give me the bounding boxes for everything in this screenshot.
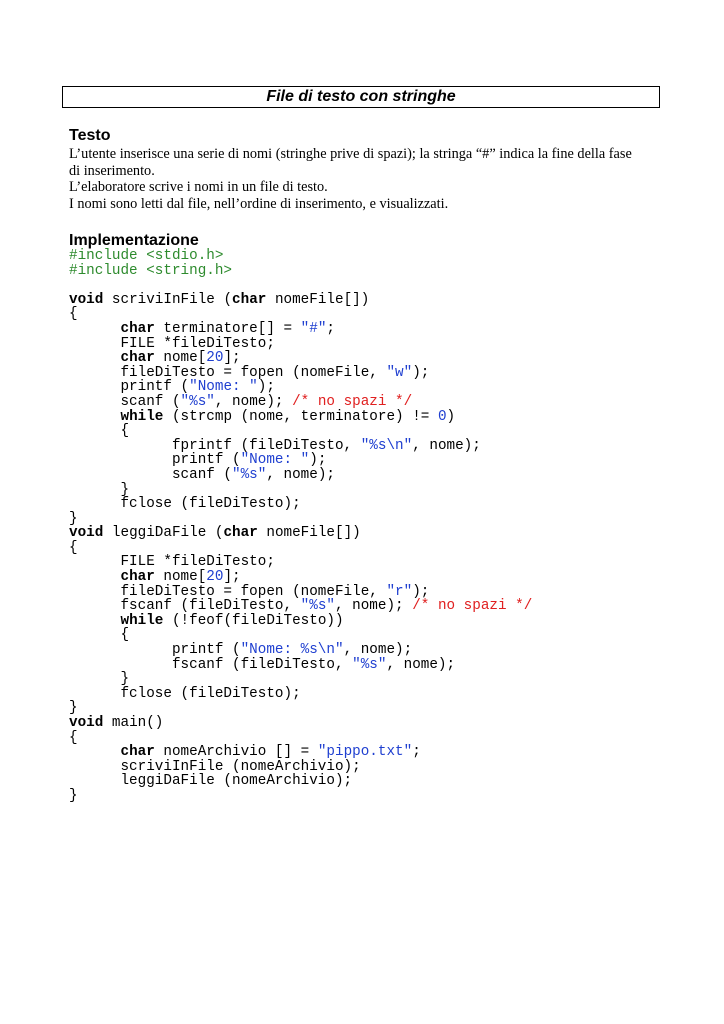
code-token: } bbox=[69, 671, 130, 688]
code-token: { bbox=[69, 306, 78, 323]
code-token: /* no spazi */ bbox=[292, 393, 413, 410]
document-title: File di testo con stringhe bbox=[62, 86, 660, 108]
code-line bbox=[69, 512, 532, 527]
code-token bbox=[69, 409, 120, 425]
code-token: , nome); bbox=[412, 437, 481, 454]
code-token: printf ( bbox=[69, 642, 241, 659]
code-line bbox=[69, 672, 532, 687]
code-token: } bbox=[69, 481, 130, 498]
code-token: char bbox=[223, 525, 258, 542]
code-token: char bbox=[120, 569, 155, 586]
code-line bbox=[69, 322, 532, 337]
code-token: "Nome: " bbox=[240, 452, 310, 469]
code-line bbox=[69, 424, 532, 439]
code-token bbox=[69, 350, 120, 366]
code-token: "Nome: " bbox=[189, 379, 258, 396]
code-line bbox=[69, 497, 532, 512]
code-token: "w" bbox=[386, 364, 413, 381]
code-token: fileDiTesto = fopen (nomeFile, bbox=[69, 364, 387, 381]
code-line bbox=[69, 264, 532, 279]
code-line bbox=[69, 366, 532, 381]
code-token: , nome); bbox=[343, 642, 413, 659]
code-token: (strcmp (nome, terminatore) != bbox=[163, 408, 438, 425]
code-token: char bbox=[120, 744, 155, 761]
code-token: printf ( bbox=[69, 452, 241, 469]
code-token: ); bbox=[412, 364, 430, 381]
code-token: scanf ( bbox=[69, 393, 181, 410]
code-token: fscanf (fileDiTesto, bbox=[69, 656, 353, 673]
code-token: "%s\n" bbox=[360, 437, 413, 454]
code-token: nome[ bbox=[154, 350, 207, 367]
code-token: scriviInFile (nomeArchivio); bbox=[69, 758, 361, 775]
code-token: while bbox=[120, 408, 164, 425]
code-token: nomeArchivio [] = bbox=[154, 744, 318, 761]
code-token: } bbox=[69, 700, 78, 717]
code-line bbox=[69, 380, 532, 395]
code-token: ); bbox=[309, 452, 327, 469]
code-token: "%s" bbox=[352, 656, 387, 673]
description-line: I nomi sono letti dal file, nell’ordine di inserimento, e visualizzati. bbox=[69, 195, 449, 212]
description-line: L’elaboratore scrive i nomi in un file di testo. bbox=[69, 179, 328, 196]
code-line bbox=[69, 585, 532, 600]
code-listing bbox=[69, 249, 532, 804]
code-line bbox=[69, 307, 532, 322]
code-line bbox=[69, 687, 532, 702]
code-token: "%s" bbox=[180, 393, 215, 410]
code-token: { bbox=[69, 729, 78, 746]
code-line bbox=[69, 701, 532, 716]
code-line bbox=[69, 278, 532, 293]
code-token: 0 bbox=[437, 408, 447, 425]
code-token bbox=[69, 744, 120, 760]
code-token: "Nome: %s\n" bbox=[240, 642, 344, 659]
code-line bbox=[69, 439, 532, 454]
code-token: "%s" bbox=[300, 598, 335, 615]
code-line bbox=[69, 541, 532, 556]
code-token: char bbox=[232, 291, 267, 308]
description-line: L’utente inserisce una serie di nomi (stringhe prive di spazi); la stringa “#” indica la fine della fase bbox=[69, 146, 632, 162]
code-line bbox=[69, 468, 532, 483]
code-token: "%s" bbox=[232, 466, 267, 483]
code-token: nomeFile[]) bbox=[257, 525, 361, 542]
code-line bbox=[69, 293, 532, 308]
code-token bbox=[69, 613, 120, 629]
code-line bbox=[69, 599, 532, 614]
code-token: #include <string.h> bbox=[69, 262, 233, 279]
code-token: char bbox=[120, 320, 155, 337]
section-heading-testo: Testo bbox=[69, 127, 111, 144]
code-token: fscanf (fileDiTesto, bbox=[69, 598, 301, 615]
code-token: nome[ bbox=[154, 569, 207, 586]
code-token: fileDiTesto = fopen (nomeFile, bbox=[69, 583, 387, 600]
code-token: void bbox=[69, 291, 104, 308]
code-token: FILE *fileDiTesto; bbox=[69, 554, 275, 571]
code-token: main() bbox=[103, 715, 164, 731]
code-line bbox=[69, 337, 532, 352]
code-line bbox=[69, 658, 532, 673]
code-line bbox=[69, 555, 532, 570]
code-token: , nome); bbox=[266, 466, 335, 483]
code-line bbox=[69, 760, 532, 775]
description-line: di inserimento. bbox=[69, 162, 155, 179]
code-token: "r" bbox=[386, 583, 413, 600]
code-line bbox=[69, 745, 532, 760]
code-token: "pippo.txt" bbox=[317, 744, 413, 761]
code-token: fclose (fileDiTesto); bbox=[69, 496, 301, 513]
code-line bbox=[69, 628, 532, 643]
code-token: printf ( bbox=[69, 379, 190, 396]
code-token: scanf ( bbox=[69, 466, 233, 483]
code-line bbox=[69, 774, 532, 789]
code-line bbox=[69, 483, 532, 498]
code-token: fprintf (fileDiTesto, bbox=[69, 437, 361, 454]
code-token: char bbox=[120, 350, 155, 367]
code-line bbox=[69, 716, 532, 731]
code-line bbox=[69, 731, 532, 746]
code-line bbox=[69, 570, 532, 585]
code-line bbox=[69, 789, 532, 804]
code-token: "#" bbox=[300, 320, 327, 337]
code-token: void bbox=[69, 715, 104, 731]
code-token: FILE *fileDiTesto; bbox=[69, 335, 275, 352]
code-token: 20 bbox=[206, 569, 224, 586]
code-token: 20 bbox=[206, 350, 224, 367]
code-token: { bbox=[69, 539, 78, 556]
code-line bbox=[69, 614, 532, 629]
code-token: { bbox=[69, 627, 130, 644]
code-token: leggiDaFile (nomeArchivio); bbox=[69, 773, 353, 790]
code-token bbox=[69, 321, 120, 337]
code-token: (!feof(fileDiTesto)) bbox=[163, 612, 344, 629]
section-heading-implementazione: Implementazione bbox=[69, 232, 199, 249]
code-token: fclose (fileDiTesto); bbox=[69, 685, 301, 702]
code-token: ; bbox=[326, 320, 336, 337]
code-token: } bbox=[69, 510, 78, 527]
code-token: terminatore[] = bbox=[154, 320, 301, 337]
code-token: } bbox=[69, 787, 78, 804]
code-line bbox=[69, 643, 532, 658]
code-token: , nome); bbox=[334, 598, 413, 615]
code-token: ; bbox=[412, 744, 421, 761]
code-token: { bbox=[69, 423, 130, 440]
code-line bbox=[69, 351, 532, 366]
code-token: scriviInFile ( bbox=[103, 291, 233, 308]
code-token: ) bbox=[446, 408, 456, 425]
code-token: leggiDaFile ( bbox=[103, 525, 224, 542]
code-token: , nome); bbox=[214, 393, 293, 410]
code-line bbox=[69, 249, 532, 264]
code-token: void bbox=[69, 525, 104, 542]
code-token: nomeFile[]) bbox=[266, 291, 370, 308]
code-token: ]; bbox=[223, 569, 241, 586]
code-token: /* no spazi */ bbox=[412, 598, 533, 615]
code-line bbox=[69, 526, 532, 541]
code-token: , nome); bbox=[386, 656, 456, 673]
code-token: ); bbox=[257, 379, 275, 396]
description-paragraph bbox=[69, 146, 669, 212]
code-line bbox=[69, 395, 532, 410]
code-line bbox=[69, 453, 532, 468]
code-token: while bbox=[120, 612, 164, 629]
code-token: ]; bbox=[223, 350, 241, 367]
code-token bbox=[69, 569, 120, 585]
code-token: #include <stdio.h> bbox=[69, 248, 224, 264]
code-line bbox=[69, 410, 532, 425]
code-token: ); bbox=[412, 583, 430, 600]
